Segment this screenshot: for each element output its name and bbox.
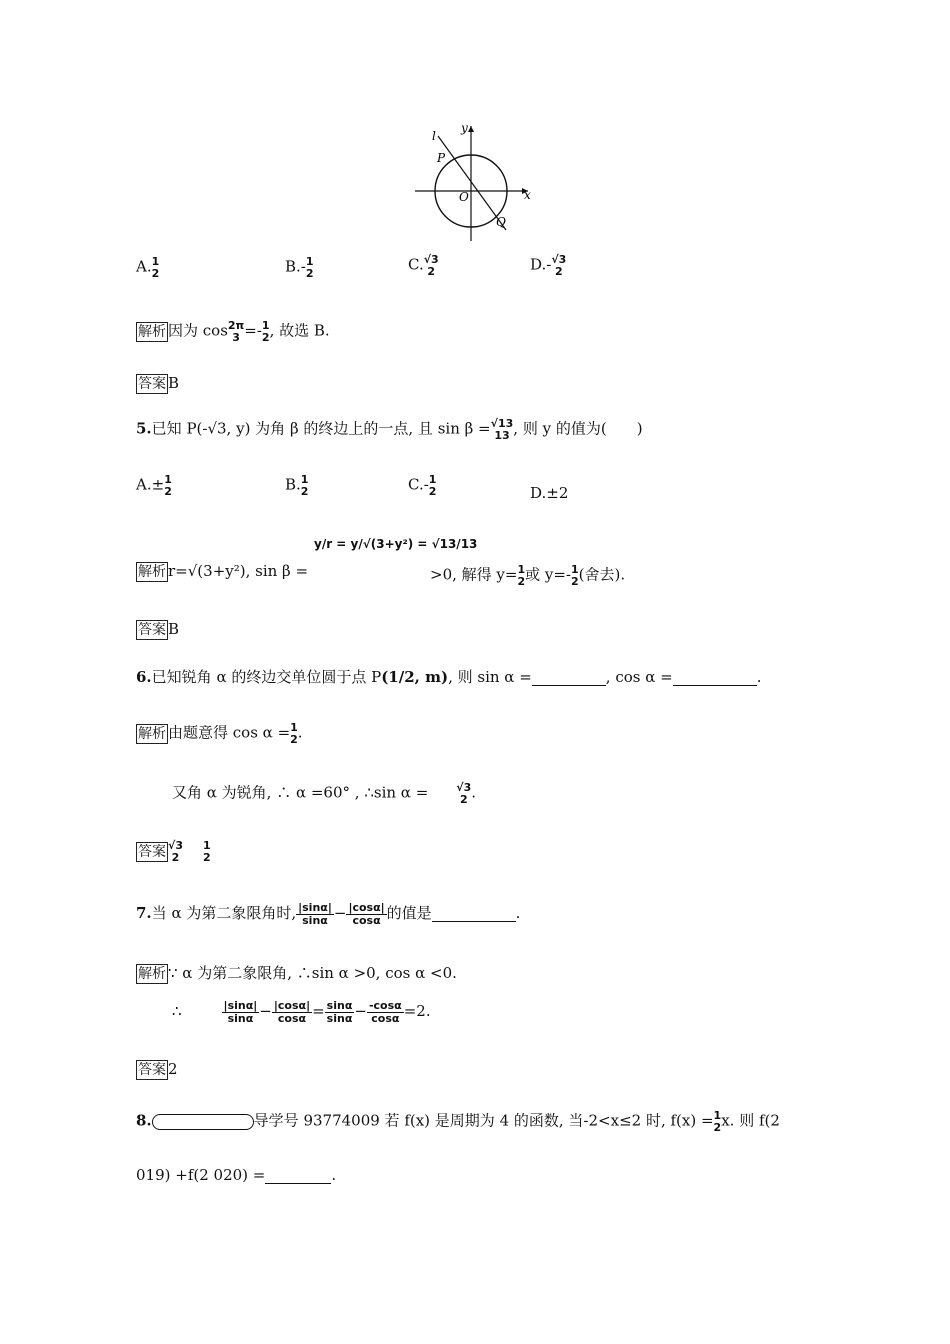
q6-analysis-line2: 又角 α 为锐角, ∴ α =60° , ∴sin α = √3 2 . [172,781,477,806]
answer-tag: 答案 [138,843,166,860]
q6-sin-blank[interactable] [532,670,606,686]
q8-answer-blank[interactable] [265,1168,331,1184]
q6-frac-1-2: 1 2 [290,721,298,746]
q7-frac-abs-sin: $\frac{|\sin\alpha|}{\sin\alpha}$ [298,901,332,927]
q6-cos-blank[interactable] [673,670,757,686]
q5-half-1: 1 2 [517,563,526,588]
q5-analysis-tail: >0, 解得 y= 1 2 或 y=- 1 2 (舍去). [430,563,626,588]
answer-tag: 答案 [138,622,166,638]
q4-frac-2pi-3: 2π 3 [227,319,245,344]
q7-answer: 答案 2 [138,1060,178,1078]
q4-frac-1-2: 1 2 [261,319,270,344]
label-l: l [432,129,436,143]
q7-analysis-line2: ∴ $\frac{|\sin\alpha|}{\sin\alpha}$ − $\frac{|\cos\alpha|}{\cos\alpha}$ = $\frac{\sin\alpha}{\sin\alpha}$ − $\frac{-\cos\alpha}{\cos\alpha}$ =2. [172,999,431,1025]
q8-frac-1-2: 1 2 [713,1109,722,1134]
label-O: O [459,190,469,204]
q5-frac-sqrt13: √13 13 [490,417,514,442]
q7-frac-abs-cos: $\frac{|\cos\alpha|}{\cos\alpha}$ [348,901,385,927]
q6-stem: 6.已知锐角 α 的终边交单位圆于点 P(1/2, m), 则 sin α = , cos α = . [136,668,762,686]
q4-option-c: C. √3 2 [408,253,439,278]
q8-line2: 019) +f(2 020) = . [136,1166,337,1184]
q4-option-c-fraction: √3 2 [423,253,439,278]
q8-stem: 8. 导学号 93774009 若 f(x) 是周期为 4 的函数, 当-2<x≤2 时, f(x) = 1 2 x. 则 f(2 [136,1109,780,1134]
q4-option-b-fraction: 1 2 [305,255,314,280]
label-P: P [437,151,446,165]
q7-a-frac-neg-cos: $\frac{-\cos\alpha}{\cos\alpha}$ [368,999,402,1025]
analysis-tag: 解析 [138,564,166,580]
q4-option-d: D.- √3 2 [530,253,567,278]
q7-analysis: 解析 ∵ α 为第二象限角, ∴sin α >0, cos α <0. [138,964,457,982]
analysis-tag: 解析 [138,966,166,982]
q6-analysis: 解析 由题意得 cos α = 1 2 . [138,721,303,746]
q4-analysis: 解析 因为 cos 2π 3 =- 1 2 , 故选 B. [138,319,330,344]
answer-tag: 答案 [138,376,166,392]
q5-half-2: 1 2 [571,563,579,588]
q5-option-d: D.±2 [530,484,569,502]
label-y: y [461,121,468,135]
q7-stem: 7.当 α 为第二象限角时, $\frac{|\sin\alpha|}{\sin\alpha}$ − $\frac{|\cos\alpha|}{\cos\alpha}$ 的值是 . [136,901,521,927]
q4-option-d-fraction: √3 2 [551,253,567,278]
q6-frac-sqrt3-2: √3 2 [456,781,472,806]
q5-analysis: 解析 r=√(3+y²), sin β = [138,562,309,580]
q7-a-frac-sin: $\frac{\sin\alpha}{\sin\alpha}$ [326,999,353,1025]
label-x: x [524,188,531,202]
analysis-tag: 解析 [138,725,166,742]
unit-circle-figure [410,118,540,248]
q6-answer-sqrt3-2: √3 2 [168,839,183,864]
q4-answer: 答案 B [138,374,180,392]
answer-tag: 答案 [138,1062,166,1078]
q7-a-frac-abs-sin: $\frac{|\sin\alpha|}{\sin\alpha}$ [223,999,258,1025]
q6-answer [136,840,211,863]
analysis-tag: 解析 [138,323,166,340]
q5-option-c-fraction: 1 2 [428,473,437,498]
q5-option-a-fraction: 1 2 [164,473,172,498]
q4-option-a-fraction: 1 2 [151,255,160,280]
y-axis-arrow [468,126,474,132]
q4-option-b: B.- 1 2 [285,255,314,280]
guide-number-badge [152,1114,254,1130]
q5-option-b-fraction: 1 2 [300,473,309,498]
q7-value-blank[interactable] [432,906,516,922]
q6-answer-1-2: 1 2 [203,839,211,864]
q7-a-frac-abs-cos: $\frac{|\cos\alpha|}{\cos\alpha}$ [273,999,311,1025]
label-Q: Q [496,215,506,229]
q5-answer: 答案 B [138,620,180,638]
q5-stem: 5.已知 P(-√3, y) 为角 β 的终边上的一点, 且 sin β = √13 13 , 则 y 的值为( ) [136,417,643,442]
q5-option-c: C.- 1 2 [408,473,437,498]
q5-option-b: B. 1 2 [285,473,309,498]
q5-analysis-equation: y/r = y/√(3+y²) = √13/13 [314,537,478,551]
q5-option-a: A.± 1 2 [136,473,172,498]
q4-option-a: A. 1 2 [136,255,160,280]
